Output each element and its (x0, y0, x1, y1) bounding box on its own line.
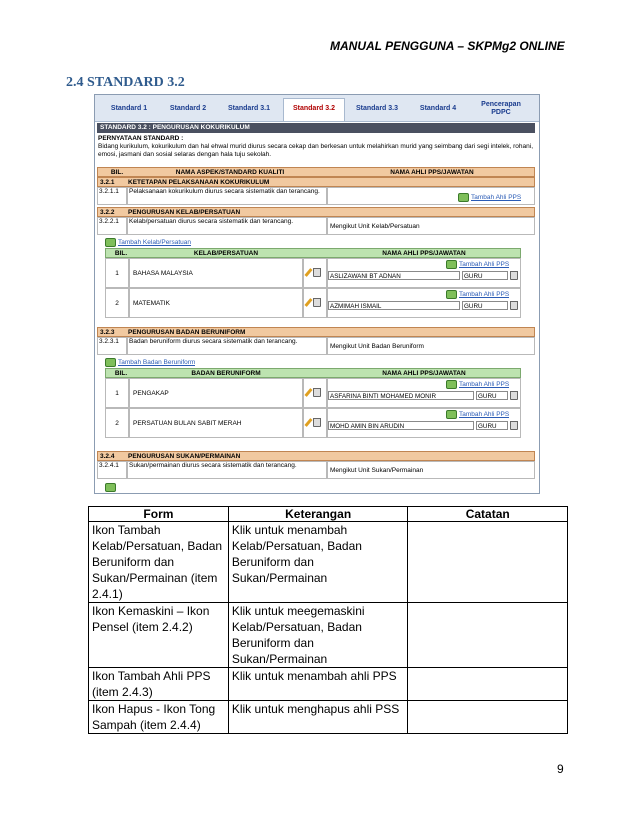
section-code: 3.2.2 (100, 209, 115, 216)
main-header-row (97, 167, 535, 177)
header-form: Form (89, 507, 229, 522)
table-row (89, 603, 568, 668)
row-ahli-cell (327, 288, 521, 318)
follow-unit-text: Mengikut Unit Sukan/Permainan (327, 461, 535, 479)
info-table (88, 506, 568, 734)
tab-standard-1[interactable]: Standard 1 (110, 105, 148, 112)
tab-bar (95, 95, 539, 122)
trash-icon[interactable] (510, 301, 518, 310)
sub-text: Kelab/persatuan diurus secara sistematik dan terancang. (127, 217, 327, 235)
member-name-field[interactable]: ASFARINA BINTI MOHAMED MONIR (328, 391, 474, 400)
member-role-field[interactable]: GURU (462, 271, 508, 280)
tab-pencerapan-pdpc[interactable]: Pencerapan PDPC (481, 101, 521, 116)
tab-standard-3-1[interactable]: Standard 3.1 (227, 105, 270, 112)
tab-standard-2[interactable]: Standard 2 (169, 105, 207, 112)
add-ahli-button[interactable]: Tambah Ahli PPS (446, 260, 509, 269)
header-keterangan: Keterangan (228, 507, 408, 522)
cell-catatan (408, 522, 568, 603)
row-kelab-name: MATEMATIK (129, 288, 303, 318)
add-user-icon (458, 193, 469, 202)
page-number: 9 (557, 762, 564, 776)
add-kelab-link[interactable]: Tambah Kelab/Persatuan (105, 238, 191, 247)
row-ahli-cell (327, 378, 521, 408)
row-bil: 2 (105, 288, 129, 318)
kelab-header-row (105, 248, 521, 258)
add-ahli-cell (327, 187, 535, 205)
sub-code: 3.2.2.1 (97, 217, 127, 235)
section-title: PENGURUSAN SUKAN/PERMAINAN (128, 453, 241, 460)
header-catatan: Catatan (408, 507, 568, 522)
sub-text: Pelaksanaan kokurikulum diurus secara sistematik dan terancang. (127, 187, 327, 205)
section-title: 2.4 STANDARD 3.2 (66, 75, 185, 90)
add-ahli-button[interactable]: Tambah Ahli PPS (458, 193, 521, 202)
cell-form: Ikon Kemaskini – Ikon Pensel (item 2.4.2) (89, 603, 229, 668)
add-icon (105, 483, 116, 492)
section-code: 3.2.4 (100, 453, 115, 460)
add-user-icon (446, 410, 457, 419)
header-bil: BIL. (110, 169, 124, 176)
table-row (89, 701, 568, 734)
section-3-2-4-bar (97, 451, 535, 461)
document-header: MANUAL PENGGUNA – SKPMg2 ONLINE (330, 39, 565, 53)
pencil-icon[interactable] (304, 388, 313, 397)
row-ahli-cell (327, 408, 521, 438)
section-title: PENGURUSAN BADAN BERUNIFORM (128, 329, 246, 336)
pencil-icon[interactable] (304, 298, 313, 307)
row-badan-name: PENGAKAP (129, 378, 303, 408)
cell-catatan (408, 701, 568, 734)
add-ahli-button[interactable]: Tambah Ahli PPS (446, 410, 509, 419)
cell-keterangan: Klik untuk menghapus ahli PSS (228, 701, 408, 734)
follow-unit-text: Mengikut Unit Kelab/Persatuan (327, 217, 535, 235)
cell-keterangan: Klik untuk menambah ahli PPS (228, 668, 408, 701)
section-3-2-2-bar (97, 207, 535, 217)
cell-catatan (408, 668, 568, 701)
header-ahli: NAMA AHLI PPS/JAWATAN (382, 250, 466, 257)
section-3-2-1-bar (97, 177, 535, 187)
row-badan-name: PERSATUAN BULAN SABIT MERAH (129, 408, 303, 438)
section-title: KETETAPAN PELAKSANAAN KOKURIKULUM (128, 179, 270, 186)
embedded-screenshot (94, 94, 540, 494)
badan-header-row (105, 368, 521, 378)
row-actions (303, 288, 327, 318)
section-code: 3.2.1 (100, 179, 115, 186)
section-code: 3.2.3 (100, 329, 115, 336)
info-table-header (89, 507, 568, 522)
add-user-icon (446, 290, 457, 299)
pencil-icon[interactable] (304, 268, 313, 277)
row-kelab-name: BAHASA MALAYSIA (129, 258, 303, 288)
member-name-field[interactable]: ASLIZAWANI BT ADNAN (328, 271, 460, 280)
add-icon (105, 358, 116, 367)
member-name-field[interactable]: MOHD AMIN BIN ARUDIN (328, 421, 474, 430)
sub-code: 3.2.4.1 (97, 461, 127, 479)
pencil-icon[interactable] (304, 418, 313, 427)
add-icon (105, 238, 116, 247)
row-actions (303, 408, 327, 438)
section-title: PENGURUSAN KELAB/PERSATUAN (128, 209, 241, 216)
trash-icon[interactable] (510, 391, 518, 400)
pernyataan-text: Bidang kurikulum, kokurikulum dan hal ehwal murid diurus secara cekap dan berkesan untuk melahirkan murid yang seimbang dari segi intelek, rohani, emosi, jasmani dan sosial selaras dengan hala tuju sekolah. (98, 143, 534, 158)
standard-title-bar: STANDARD 3.2 : PENGURUSAN KOKURIKULUM (97, 123, 535, 133)
header-badan: BADAN BERUNIFORM (191, 370, 261, 377)
tab-standard-4[interactable]: Standard 4 (419, 105, 457, 112)
table-row (89, 522, 568, 603)
trash-icon[interactable] (313, 298, 321, 307)
header-bil: BIL. (114, 370, 128, 377)
table-row (89, 668, 568, 701)
row-bil: 2 (105, 408, 129, 438)
row-actions (303, 378, 327, 408)
add-user-icon (446, 260, 457, 269)
pernyataan-label: PERNYATAAN STANDARD : (98, 135, 184, 142)
member-name-field[interactable]: AZMIMAH ISMAIL (328, 301, 460, 310)
section-3-2-3-bar (97, 327, 535, 337)
cell-form: Ikon Tambah Ahli PPS (item 2.4.3) (89, 668, 229, 701)
sub-code: 3.2.3.1 (97, 337, 127, 355)
sub-text: Badan beruniform diurus secara sistematik dan terancang. (127, 337, 327, 355)
member-role-field[interactable]: GURU (462, 301, 508, 310)
cell-form: Ikon Hapus - Ikon Tong Sampah (item 2.4.4) (89, 701, 229, 734)
row-actions (303, 258, 327, 288)
tab-standard-3-2[interactable]: Standard 3.2 (283, 98, 345, 121)
row-ahli-cell (327, 258, 521, 288)
sub-code: 3.2.1.1 (97, 187, 127, 205)
trash-icon[interactable] (313, 388, 321, 397)
trash-icon[interactable] (510, 421, 518, 430)
follow-unit-text: Mengikut Unit Badan Beruniform (327, 337, 535, 355)
add-badan-link[interactable]: Tambah Badan Beruniform (105, 358, 195, 367)
cell-keterangan: Klik untuk menambah Kelab/Persatuan, Badan Beruniform dan Sukan/Permainan (228, 522, 408, 603)
header-ahli: NAMA AHLI PPS/JAWATAN (382, 370, 466, 377)
cell-form: Ikon Tambah Kelab/Persatuan, Badan Beruniform dan Sukan/Permainan (item 2.4.1) (89, 522, 229, 603)
add-sukan-link[interactable] (105, 483, 118, 492)
trash-icon[interactable] (313, 268, 321, 277)
row-bil: 1 (105, 258, 129, 288)
cell-catatan (408, 603, 568, 668)
header-bil: BIL. (114, 250, 128, 257)
add-ahli-button[interactable]: Tambah Ahli PPS (446, 290, 509, 299)
header-ahli: NAMA AHLI PPS/JAWATAN (390, 169, 474, 176)
member-role-field[interactable]: GURU (476, 391, 508, 400)
sub-text: Sukan/permainan diurus secara sistematik dan terancang. (127, 461, 327, 479)
trash-icon[interactable] (510, 271, 518, 280)
header-aspek: NAMA ASPEK/STANDARD KUALITI (175, 169, 285, 176)
add-ahli-button[interactable]: Tambah Ahli PPS (446, 380, 509, 389)
cell-keterangan: Klik untuk meegemaskini Kelab/Persatuan, Badan Beruniform dan Sukan/Permainan (228, 603, 408, 668)
member-role-field[interactable]: GURU (476, 421, 508, 430)
header-kelab: KELAB/PERSATUAN (193, 250, 259, 257)
trash-icon[interactable] (313, 418, 321, 427)
tab-standard-3-3[interactable]: Standard 3.3 (355, 105, 398, 112)
row-bil: 1 (105, 378, 129, 408)
add-user-icon (446, 380, 457, 389)
